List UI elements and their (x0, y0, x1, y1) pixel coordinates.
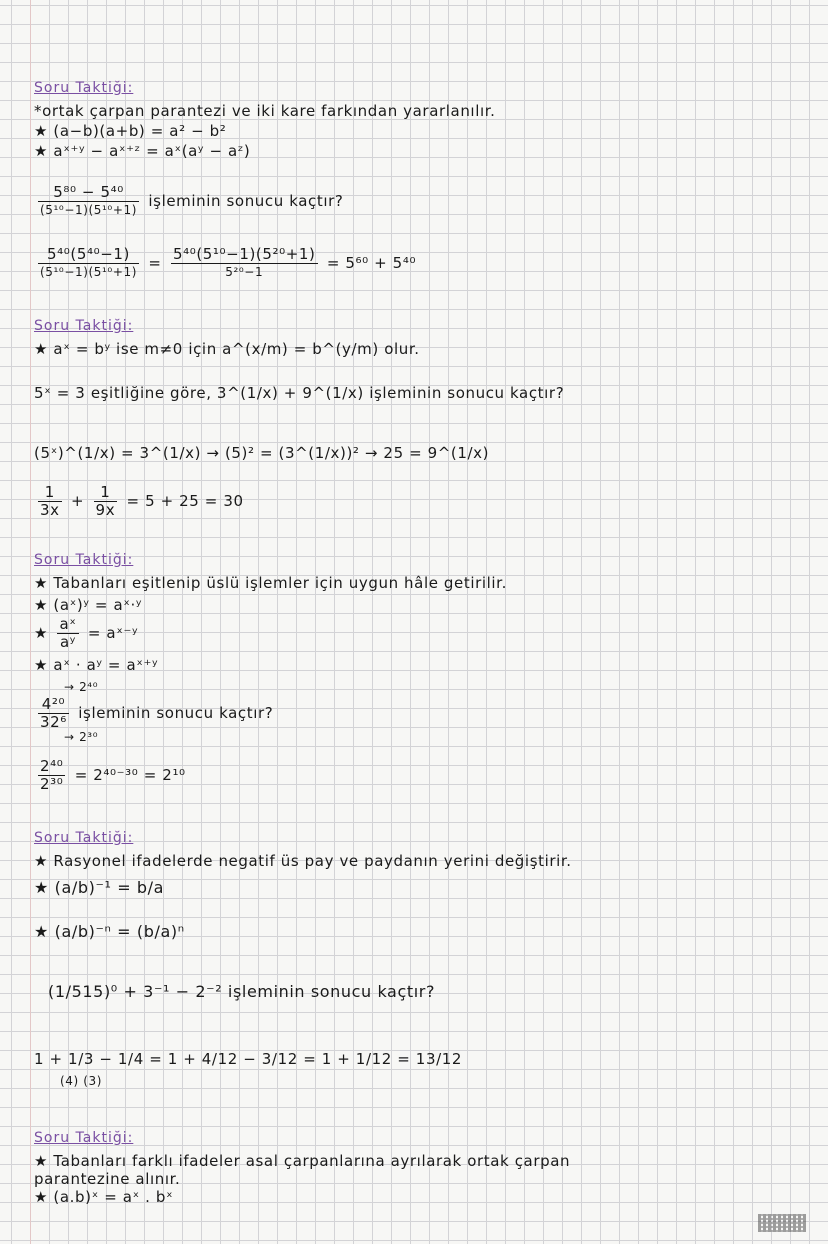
fraction-numerator: 5⁸⁰ − 5⁴⁰ (38, 184, 139, 202)
fraction-denominator: 3x (40, 501, 60, 519)
work-fraction-b (94, 484, 118, 519)
section-1-formula-2: ★ aˣ⁺ʸ − aˣ⁺ᶻ = aˣ(aʸ − aᶻ) (34, 142, 251, 160)
section-4-heading: Soru Taktiği: (34, 830, 134, 846)
section-4-rule: ★ Rasyonel ifadelerde negatif üs pay ve paydanın yerini değiştirir. (34, 852, 572, 870)
work-result: = 5⁶⁰ + 5⁴⁰ (326, 254, 417, 272)
section-2-heading: Soru Taktiği: (34, 318, 134, 334)
scanner-stamp-icon (758, 1214, 806, 1232)
section-3-question (34, 696, 273, 731)
section-2-work-2: $\frac{1}{3x}$ + $\frac{1}{9x}$ = 5 + 25 = 30 (40, 483, 244, 519)
section-4-formula-1: ★ (a/b)⁻¹ = b/a (34, 878, 165, 897)
section-1-formula-1: ★ (a−b)(a+b) = a² − b² (34, 122, 227, 140)
fraction-numerator: aˣ (59, 615, 77, 633)
section-5-heading: Soru Taktiği: (34, 1130, 134, 1146)
fraction-numerator: 4²⁰ (38, 696, 69, 714)
fraction-denominator: 2³⁰ (40, 775, 64, 793)
section-1-question (34, 184, 343, 219)
fraction-numerator: 5⁴⁰(5¹⁰−1)(5²⁰+1) (172, 245, 316, 263)
section-3-work (34, 758, 186, 793)
work-result: = 2⁴⁰⁻³⁰ = 2¹⁰ (74, 766, 186, 784)
section-4-work-note: (4) (3) (60, 1074, 103, 1088)
section-1-rule: *ortak çarpan parantezi ve iki kare farkından yararlanılır. (34, 102, 496, 120)
work-fraction-a (38, 484, 62, 519)
question-text: işleminin sonucu kaçtır? (78, 704, 274, 722)
question-fraction (38, 184, 139, 219)
section-2-rule: ★ aˣ = bʸ ise m≠0 için a^(x/m) = b^(y/m) olur. (34, 340, 420, 358)
formula-fraction (57, 616, 78, 651)
fraction-denominator: 5²⁰−1 (225, 265, 264, 279)
margin-line (30, 0, 31, 1244)
question-note-top: → 2⁴⁰ (64, 680, 99, 694)
question-fraction (38, 696, 69, 731)
section-5-rule-line-1: ★ Tabanları farklı ifadeler asal çarpanlarına ayrılarak ortak çarpan (34, 1152, 571, 1170)
work-fraction-1 (38, 246, 139, 281)
section-1-heading: Soru Taktiği: (34, 80, 134, 96)
fraction-numerator: 1 (94, 484, 118, 502)
work-fraction-2 (171, 246, 318, 281)
section-5-rule-line-2: parantezine alınır. (34, 1170, 181, 1188)
work-fraction (38, 758, 65, 793)
section-2-question: 5ˣ = 3 eşitliğine göre, 3^(1/x) + 9^(1/x) işleminin sonucu kaçtır? (34, 384, 565, 402)
question-note-bottom: → 2³⁰ (64, 730, 99, 744)
fraction-numerator: 2⁴⁰ (40, 757, 64, 775)
section-3-rule: ★ Tabanları eşitlenip üslü işlemler için uygun hâle getirilir. (34, 574, 507, 592)
section-3-formula-2: ★ $\frac{\text{aˣ}}{\text{aʸ}}$ = aˣ⁻ʸ (34, 615, 139, 651)
section-3-formula-1: ★ (aˣ)ʸ = aˣ·ʸ (34, 596, 143, 614)
section-5-formula-1: ★ (a.b)ˣ = aˣ . bˣ (34, 1188, 174, 1206)
section-3-heading: Soru Taktiği: (34, 552, 134, 568)
question-text: işleminin sonucu kaçtır? (148, 192, 344, 210)
formula-rhs: = aˣ⁻ʸ (87, 624, 139, 642)
section-4-formula-2: ★ (a/b)⁻ⁿ = (b/a)ⁿ (34, 922, 185, 941)
work-result: = 5 + 25 = 30 (126, 492, 244, 510)
fraction-numerator: 1 (38, 484, 62, 502)
section-4-work: 1 + 1/3 − 1/4 = 1 + 4/12 − 3/12 = 1 + 1/12 = 13/12 (34, 1050, 463, 1068)
fraction-denominator: 32⁶ (40, 713, 67, 731)
fraction-denominator: (5¹⁰−1)(5¹⁰+1) (40, 203, 138, 217)
fraction-numerator: 5⁴⁰(5⁴⁰−1) (38, 246, 139, 264)
section-2-work-1: (5ˣ)^(1/x) = 3^(1/x) → (5)² = (3^(1/x))² → 25 = 9^(1/x) (34, 444, 490, 462)
fraction-denominator: aʸ (59, 633, 76, 651)
section-4-question: (1/515)⁰ + 3⁻¹ − 2⁻² işleminin sonucu kaçtır? (48, 982, 436, 1001)
fraction-denominator: 9x (95, 501, 116, 519)
section-1-work: $\frac{\text{5⁴⁰(5⁴⁰−1)}}{\text{(5¹⁰−1)(5¹⁰+1)}}$ = $\frac{\text{5⁴⁰(5¹⁰−1)(5²⁰+1)}}{\text{5²⁰−1}}$ = 5⁶⁰ + 5⁴⁰ (40, 245, 417, 279)
fraction-denominator: (5¹⁰−1)(5¹⁰+1) (40, 265, 138, 279)
section-3-formula-3: ★ aˣ · aʸ = aˣ⁺ʸ (34, 656, 159, 674)
